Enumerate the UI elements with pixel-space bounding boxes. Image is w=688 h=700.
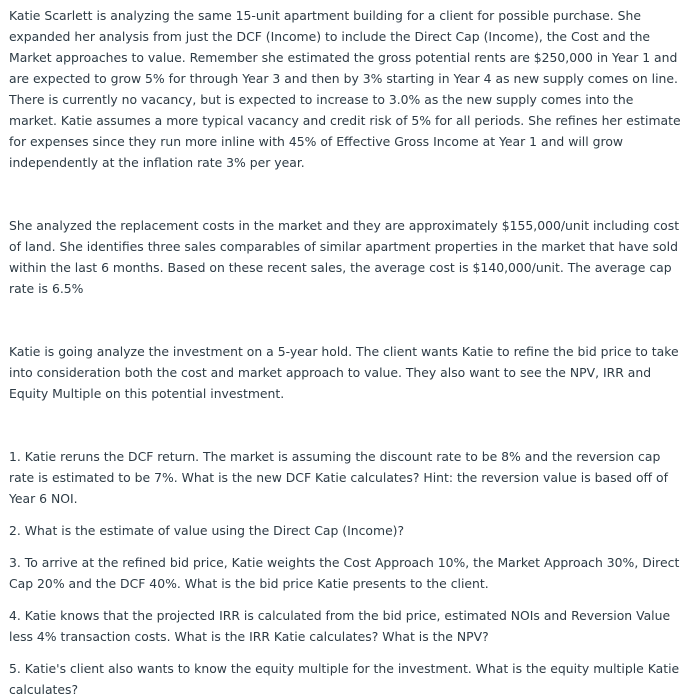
market-paragraph: She analyzed the replacement costs in the market and they are approximately $155,000/unit including cost of land. She identifies three sales comparables of similar apartment properties in the market that have sold within the last 6 months. Based on these recent sales, the average cost is $140,000/unit. The average cap rate is 6.5%: [9, 218, 680, 296]
question-item: 3. To arrive at the refined bid price, Katie weights the Cost Approach 10%, the Market Approach 30%, Direct Cap 20% and the DCF 40%. What is the bid price Katie presents to the client.: [9, 555, 680, 591]
question-item: 4. Katie knows that the projected IRR is calculated from the bid price, estimated NOIs and Reversion Value less 4% transaction costs. What is the IRR Katie calculates? What is the NPV?: [9, 608, 671, 644]
intro-paragraph: Katie Scarlett is analyzing the same 15-unit apartment building for a client for possible purchase. She expanded her analysis from just the DCF (Income) to include the Direct Cap (Income), the Cost and the Market approaches to value. Remember she estimated the gross potential rents are $250,000 in Year 1 and are expected to grow 5% for through Year 3 and then by 3% starting in Year 4 as new supply comes on line. There is currently no vacancy, but is expected to increase to 3.0% as the new supply comes into the market. Katie assumes a more typical vacancy and credit risk of 5% for all periods. She refines her estimate for expenses since they run more inline with 45% of Effective Gross Income at Year 1 and will grow independently at the inflation rate 3% per year.: [9, 8, 681, 170]
paragraph-spacer: [9, 299, 682, 341]
paragraph-spacer: [9, 173, 682, 215]
hold-paragraph: Katie is going analyze the investment on a 5-year hold. The client wants Katie to refine the bid price to take into consideration both the cost and market approach to value. They also want to see the NPV, IRR and Equity Multiple on this potential investment.: [9, 344, 679, 401]
question-item: 5. Katie's client also wants to know the equity multiple for the investment. What is the equity multiple Katie calculates?: [9, 661, 680, 697]
question-list: [9, 446, 682, 700]
question-item: 1. Katie reruns the DCF return. The market is assuming the discount rate to be 8% and the reversion cap rate is estimated to be 7%. What is the new DCF Katie calculates? Hint: the reversion value is based off of Year 6 NOI.: [9, 449, 668, 506]
paragraph-spacer: [9, 404, 682, 446]
question-item: 2. What is the estimate of value using the Direct Cap (Income)?: [9, 523, 405, 538]
